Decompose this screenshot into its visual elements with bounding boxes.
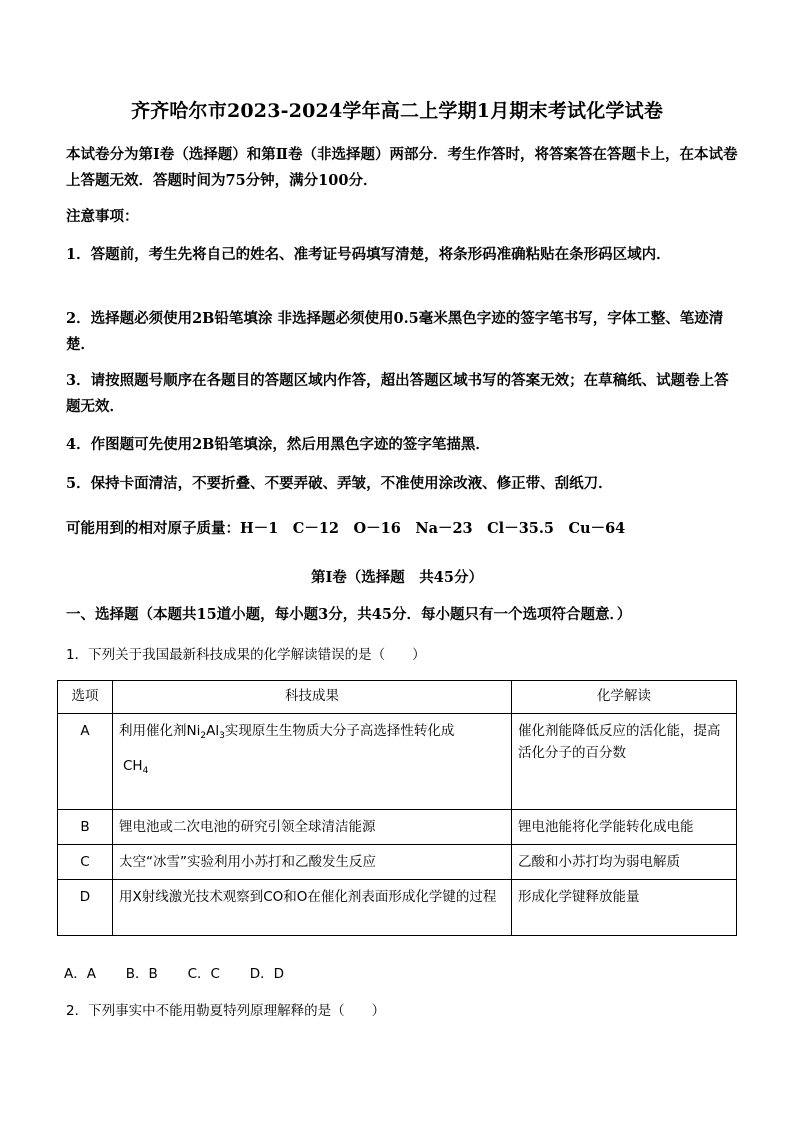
header-tech: 科技成果 [113, 681, 512, 714]
note-5: 5．保持卡面清洁，不要折叠、不要弄破、弄皱，不准使用涂改液、修正带、刮纸刀． [66, 475, 613, 492]
exam-title: 齐齐哈尔市2023-2024学年高二上学期1月期末考试化学试卷 [130, 100, 664, 122]
section-title: 第Ⅰ卷（选择题 共45分） [311, 569, 483, 586]
tech-a-pre: 利用催化剂 [119, 723, 187, 739]
table-row [58, 810, 737, 845]
question-1-table [57, 680, 737, 936]
tech-d: 用X射线激光技术观察到CO和O在催化剂表面形成化学键的过程 [113, 880, 512, 936]
header-chem: 化学解读 [512, 681, 737, 714]
option-c: C [58, 845, 113, 880]
option-a: A [58, 714, 113, 810]
option-d: D [58, 880, 113, 936]
formula-al: Al [206, 723, 220, 739]
option-b: B [58, 810, 113, 845]
chem-d: 形成化学键释放能量 [512, 880, 737, 936]
note-2: 2．选择题必须使用2B铅笔填涂 非选择题必须使用0.5毫米黑色字迹的签字笔书写，字体工整、笔迹清楚． [66, 310, 724, 353]
chem-a: 催化剂能降低反应的活化能，提高活化分子的百分数 [512, 714, 737, 810]
formula-ni-sub: 2 [200, 731, 207, 741]
part-title: 一、选择题（本题共15道小题，每小题3分，共45分．每小题只有一个选项符合题意．） [66, 606, 632, 623]
table-row [58, 880, 737, 936]
question-1-answers: A．A B．B C．C D．D [64, 966, 285, 982]
notes-title: 注意事项： [66, 208, 139, 225]
question-1-stem: 1．下列关于我国最新科技成果的化学解读错误的是（ ） [66, 647, 426, 663]
formula-al-sub: 3 [219, 731, 225, 741]
tech-b: 锂电池或二次电池的研究引领全球清洁能源 [113, 810, 512, 845]
tech-a [113, 714, 512, 810]
table-header-row [58, 681, 737, 714]
table-row [58, 845, 737, 880]
chem-c: 乙酸和小苏打均为弱电解质 [512, 845, 737, 880]
table-row [58, 714, 737, 810]
tech-c: 太空“冰雪”实验利用小苏打和乙酸发生反应 [113, 845, 512, 880]
formula-ch: CH [123, 758, 143, 774]
intro-paragraph: 本试卷分为第Ⅰ卷（选择题）和第Ⅱ卷（非选择题）两部分．考生作答时，将答案答在答题卡上，在本试卷上答题无效．答题时间为75分钟，满分100分． [66, 146, 738, 189]
header-option: 选项 [58, 681, 113, 714]
chem-b: 锂电池能将化学能转化成电能 [512, 810, 737, 845]
tech-a-post: 实现原生生物质大分子高选择性转化成 [224, 723, 455, 739]
note-3: 3．请按照题号顺序在各题目的答题区域内作答，超出答题区域书写的答案无效；在草稿纸、试题卷上答题无效． [66, 372, 729, 415]
note-4: 4．作图题可先使用2B铅笔填涂，然后用黑色字迹的签字笔描黑． [66, 436, 490, 453]
atomic-masses: 可能用到的相对原子质量：H－1 C－12 O－16 Na－23 Cl－35.5 Cu－64 [66, 520, 626, 537]
formula-ni: Ni [186, 723, 201, 739]
question-2-stem: 2．下列事实中不能用勒夏特列原理解释的是（ ） [66, 1003, 386, 1019]
note-1: 1．答题前，考生先将自己的姓名、准考证号码填写清楚，将条形码准确粘贴在条形码区域内． [66, 246, 671, 263]
formula-ch-sub: 4 [142, 766, 149, 776]
